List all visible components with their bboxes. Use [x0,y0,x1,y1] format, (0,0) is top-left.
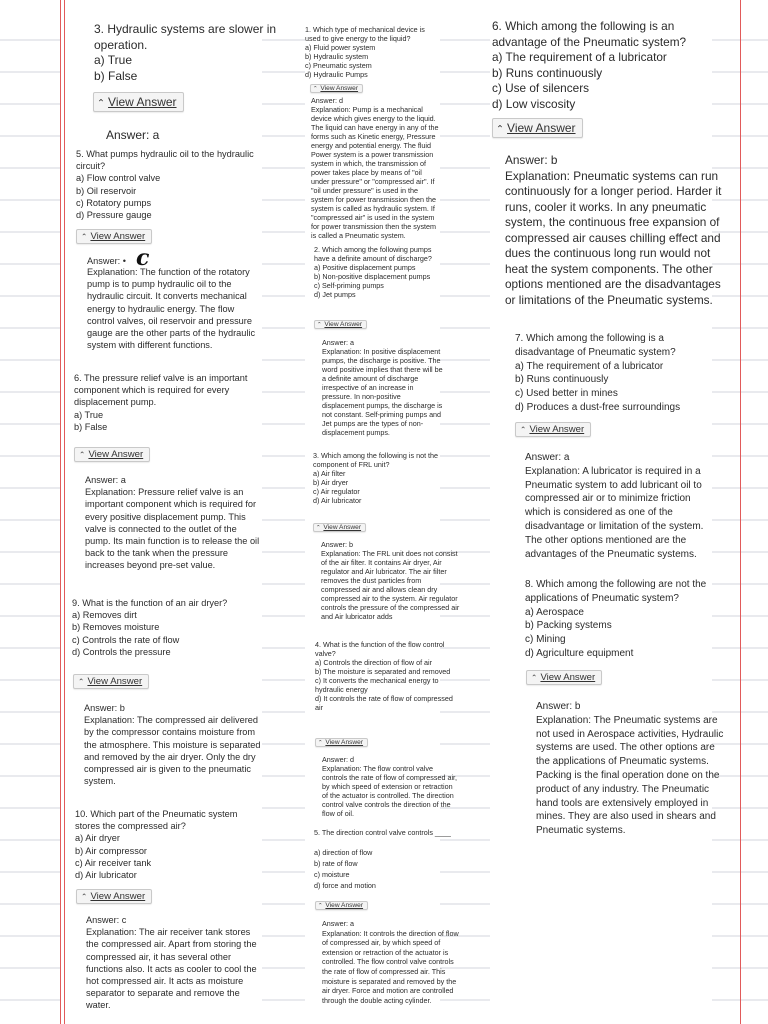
right-question-6 [492,19,712,112]
answer-block [321,540,461,621]
chevron-up-icon: ⌃ [318,740,323,746]
option-a: a) Positive displacement pumps [314,263,416,272]
explanation-text: Explanation: The function of the rotatory pump is to pump hydraulic oil to the hydraulic circuit. It converts mechanical energy to hydraulic energy. The flow control valves, oil reservoir and pressure gauge are the other parts of the hydraulic system with different functions. [87,267,256,351]
left-question-9 [72,597,262,658]
answer-text: Answer: b [321,540,353,549]
option-c: c) moisture [314,870,350,879]
option-a: a) Air dryer [75,833,120,844]
answer-block [322,919,464,1005]
answer-text: Answer: a [322,338,354,347]
answer-text: Answer: a [106,128,160,142]
chevron-up-icon: ⌃ [313,86,318,92]
answer-block [84,702,264,787]
chevron-up-icon: ⌃ [81,892,88,901]
option-b: b) Removes moisture [72,622,160,633]
option-b: b) Air compressor [75,845,147,856]
view-answer-button[interactable]: ⌃ View Answer [526,670,602,685]
view-answer-button[interactable]: ⌃ View Answer [93,92,184,112]
view-answer-button[interactable]: ⌃ View Answer [76,229,152,244]
option-a: a) Air filter [313,469,346,478]
answer-text: Answer: a [85,475,126,485]
middle-question-4 [315,640,455,712]
chevron-up-icon: ⌃ [316,525,321,531]
option-c: c) Used better in mines [515,388,618,400]
answer-text: Answer: d [322,755,354,764]
chevron-up-icon: ⌃ [79,450,86,459]
explanation-text: Explanation: The Pneumatic systems are not used in Aerospace activities, Hydraulic systems are used. The other options are the applications of Pneumatic systems. Packing is the final operation done on the product of any industry. The Pneumatic hand tools are extensively employed in mines. They are also used in shears and Pneumatic systems. [536,714,724,837]
option-c: c) Self-priming pumps [314,281,384,290]
chevron-up-icon: ⌃ [317,322,322,328]
option-a: a) True [94,53,133,67]
explanation-text: Explanation: The flow control valve controls the rate of flow of compressed air, by which speed of extension or retraction of the actuator is controlled. The direction control valve controls the direction of the flow of oil. [322,764,458,818]
option-b: b) Runs continuously [492,65,603,80]
option-a: a) The requirement of a lubricator [492,50,667,64]
answer-text: Answer: b [84,703,125,713]
explanation-text: Explanation: It controls the direction of flow of compressed air, by which speed of extension or retraction of the actuator is controlled. The flow control valve controls the rate of flow of compressed air. This moisture is separated and removed by the air dryer. Force and motion are controlled through the double acting cylinder. [322,928,459,1005]
option-b: b) Non-positive displacement pumps [314,272,431,281]
chevron-up-icon: ⌃ [318,903,323,909]
option-b: b) Oil reservoir [76,185,137,196]
answer-text: Answer: d [311,96,343,105]
option-a: a) Controls the direction of flow of air [315,658,433,667]
answer-block [311,96,439,240]
answer-block [85,474,263,572]
left-question-10 [75,808,247,881]
middle-question-2 [314,245,442,299]
option-d: d) Air lubricator [75,870,137,881]
answer-block [525,451,715,561]
question-text: 6. The pressure relief valve is an important component which is required for every displacement pump. [74,373,248,408]
view-answer-button[interactable]: ⌃ View Answer [314,320,367,329]
chevron-up-icon: ⌃ [97,98,106,109]
question-text: 10. Which part of the Pneumatic system stores the compressed air? [75,809,238,832]
view-answer-button[interactable]: ⌃ View Answer [492,118,583,138]
handwritten-answer: c [136,245,150,271]
option-b: b) rate of flow [314,859,358,868]
option-d: d) It controls the rate of flow of compressed air [315,694,453,712]
option-d: d) Low viscosity [492,96,576,111]
option-d: d) Produces a dust-free surroundings [515,401,681,413]
middle-question-3 [313,451,461,505]
middle-question-5 [314,827,464,891]
view-answer-button[interactable]: ⌃ View Answer [76,889,152,904]
explanation-text: Explanation: Pressure relief valve is an important component which is required for every positive displacement pump. This valve is connected to the outlet of the pump. Its main function is to release the oil back to the tank when the pressure increases beyond pre-set value. [85,487,260,571]
option-c: c) Air regulator [313,487,360,496]
chevron-up-icon: ⌃ [78,677,85,686]
option-b: b) The moisture is separated and removed [315,667,451,676]
answer-text: Answer: b [536,701,581,712]
question-text: 5. The direction control valve controls ____ [314,828,451,837]
view-answer-button[interactable]: ⌃ View Answer [315,901,368,910]
answer-block [536,700,726,838]
explanation-text: Explanation: The FRL unit does not consist of the air filter. It contains Air dryer, Air regulator and Air lubricator. The air filter removes the dust particles from compressed air and allows clean dry compressed air to the system. Air regulator controls the pressure of the compressed air and Air lubricator adds [321,549,460,621]
answer-text: Answer: b [505,153,558,167]
explanation-text: Explanation: Pneumatic systems can run continuously for a longer period. Harder it runs, cooler it works. In any pneumatic system, the continuous free expansion of compressed air causes chilling effect and dues the continuous long run would not heat the system components. The other options mentioned are the disadvantages or limitations of the Pneumatic systems. [505,168,722,307]
option-a: a) The requirement of a lubricator [515,360,664,372]
answer-text: Answer: c [86,915,127,925]
view-answer-button[interactable]: ⌃ View Answer [315,738,368,747]
option-c: c) Pneumatic system [305,61,372,70]
option-d: d) Air lubricator [313,496,362,505]
left-margin-line [60,0,61,1024]
right-question-7 [515,332,715,415]
option-b: b) Packing systems [525,620,612,632]
explanation-text: Explanation: Pump is a mechanical device which gives energy to the liquid. The liquid can have energy in any of the forms such as Kinetic energy, Pressure energy and potential energy. The fluid Power system is a power transmission system in which, the transmission of power takes place by means of "oil under pressure" or "compressed air". If "oil under pressure" is used in the system for power transmission then the system is called as hydraulic system. If "compressed air" is used in the system for power transmission then the system is called a Pneumatic system. [311,105,439,240]
chevron-up-icon: ⌃ [531,673,538,682]
left-question-5 [76,148,266,221]
question-text: 5. What pumps hydraulic oil to the hydraulic circuit? [76,149,254,172]
answer-block [322,755,460,818]
question-text: 6. Which among the following is an advantage of the Pneumatic system? [492,19,687,49]
question-text: 3. Which among the following is not the component of FRL unit? [313,451,439,469]
option-b: b) False [74,421,108,432]
option-a: a) Flow control valve [76,173,161,184]
option-d: d) Controls the pressure [72,646,171,657]
option-c: c) Use of silencers [492,81,590,95]
view-answer-button[interactable]: ⌃ View Answer [313,523,366,532]
answer-block [86,914,262,1012]
answer-block [505,153,730,308]
option-b: b) Air dryer [313,478,349,487]
answer-text: Answer: a [525,452,570,463]
explanation-text: Explanation: In positive displacement pumps, the discharge is positive. The word positive implies that there will be a definite amount of discharge irrespective of an increase in pressure. In non-positive displacement pumps, the discharge is not constant. Self-priming pumps and Jet pumps are the types of non-displacement pumps. [322,347,443,437]
option-d: d) Hydraulic Pumps [305,70,368,79]
middle-question-1 [305,25,435,79]
option-c: c) It converts the mechanical energy to hydraulic energy [315,676,439,694]
option-a: a) Aerospace [525,606,584,618]
chevron-up-icon: ⌃ [520,425,527,434]
left-margin-line-2 [64,0,65,1024]
option-d: d) Pressure gauge [76,210,152,221]
option-a: a) direction of flow [314,848,373,857]
right-question-8 [525,578,725,661]
explanation-text: Explanation: The air receiver tank stores the compressed air. Apart from storing the compressed air, it has several other functions also. It acts as cooler to cool the hot compressed air. It acts as moisture separator to separate and remove the water. [86,927,257,1011]
option-a: a) Removes dirt [72,610,137,621]
option-c: c) Rotatory pumps [76,197,152,208]
question-text: 2. Which among the following pumps have a definite amount of discharge? [314,245,432,263]
view-answer-button[interactable]: ⌃ View Answer [515,422,591,437]
explanation-text: Explanation: The compressed air delivered by the compressor contains moisture from the atmosphere. This moisture is separated and removed by the air dryer. Only the dry compressed air is given to the pneumatic system. [84,715,261,787]
explanation-text: Explanation: A lubricator is required in a Pneumatic system to add lubricant oil to compressed air or to minimize friction which is considered as one of the disadvantage or limitation of the system. The other options mentioned are the advantages of the Pneumatic systems. [525,465,704,560]
option-d: d) force and motion [314,881,376,890]
view-answer-button[interactable]: ⌃ View Answer [73,674,149,689]
right-margin-line [740,0,741,1024]
option-d: d) Agriculture equipment [525,647,634,659]
option-a: a) Fluid power system [305,43,376,52]
question-text: 3. Hydraulic systems are slower in operation. [94,22,277,52]
option-b: b) False [94,68,138,83]
answer-block [322,338,444,437]
chevron-up-icon: ⌃ [81,232,88,241]
question-text: 7. Which among the following is a disadvantage of Pneumatic system? [515,333,676,358]
left-question-6 [74,372,260,433]
view-answer-button[interactable]: ⌃ View Answer [310,84,363,93]
question-text: 8. Which among the following are not the applications of Pneumatic system? [525,579,707,604]
option-d: d) Jet pumps [314,290,356,299]
answer-text: Answer: • [87,256,126,266]
option-a: a) True [74,409,104,420]
option-c: c) Mining [525,634,566,646]
view-answer-button[interactable]: ⌃ View Answer [74,447,150,462]
option-c: c) Controls the rate of flow [72,634,180,645]
question-text: 1. Which type of mechanical device is used to give energy to the liquid? [305,25,425,43]
answer-text: Answer: a [322,919,354,928]
question-text: 9. What is the function of an air dryer? [72,598,228,608]
option-b: b) Runs continuously [515,374,609,386]
option-c: c) Air receiver tank [75,857,152,868]
left-question-3 [94,22,284,84]
question-text: 4. What is the function of the flow control valve? [315,640,445,658]
option-b: b) Hydraulic system [305,52,369,61]
chevron-up-icon: ⌃ [496,124,505,135]
